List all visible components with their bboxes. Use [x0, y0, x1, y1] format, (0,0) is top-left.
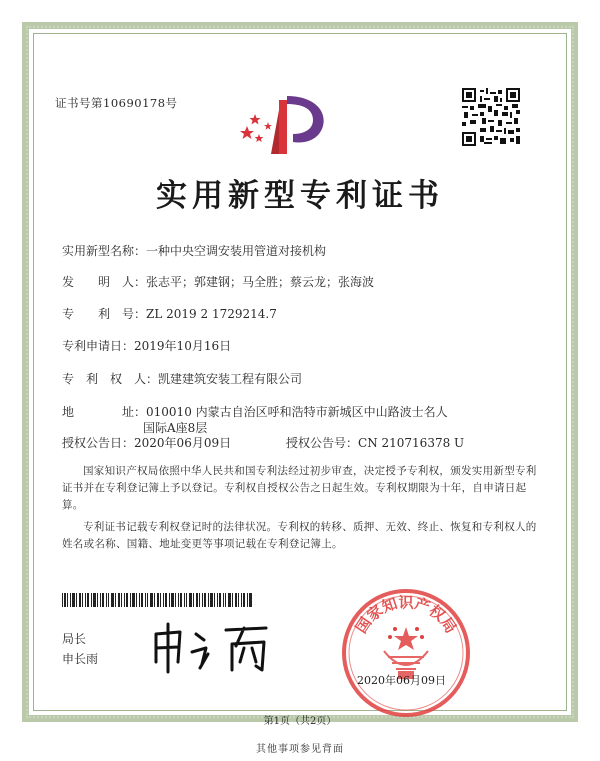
certificate-title: 实用新型专利证书: [156, 178, 444, 214]
address-row: [62, 403, 448, 420]
seal-date: 2020年06月09日: [357, 674, 446, 687]
announcement-number-value: CN 210716378 U: [358, 436, 465, 450]
announcement-date-label: 授权公告日：: [62, 436, 135, 450]
grant-statement-paragraph: 国家知识产权局依照中华人民共和国专利法经过初步审查，决定授予专利权，颁发实用新型专利证书并在专利登记簿上予以登记。专利权自授权公告之日起生效。专利权期限为十年，自申请日起算。: [62, 465, 537, 511]
certificate-number: 证书号第10690178号: [55, 96, 178, 110]
announcement-number-label: 授权公告号：: [286, 436, 359, 450]
barcode: [62, 593, 252, 607]
filing-date-value: 2019年10月16日: [134, 339, 232, 353]
announcement-date-value: 2020年06月09日: [134, 436, 232, 450]
patent-number-value: ZL 2019 2 1729214.7: [146, 307, 277, 321]
filing-date-label: 专利申请日：: [62, 339, 135, 353]
legal-status-paragraph: 专利证书记载专利权登记时的法律状况。专利权的转移、质押、无效、终止、恢复和专利权人的姓名或名称、国籍、地址变更等事项记载在专利登记簿上。: [62, 521, 537, 550]
inventor-label: 发 明 人：: [62, 275, 147, 289]
utility-model-name-row: [62, 242, 326, 259]
patent-number-label: 专 利 号：: [62, 307, 147, 321]
director-title: 局长: [62, 632, 87, 646]
address-label: 地 址：: [62, 405, 147, 419]
patent-number-row: [62, 305, 277, 322]
filing-date-row: [62, 337, 231, 354]
director-signature: [148, 618, 278, 676]
address-value-line1: 010010 内蒙古自治区呼和浩特市新城区中山路波士名人: [146, 405, 448, 419]
page-number: 第1页（共2页）: [263, 716, 337, 727]
inventor-row: [62, 273, 374, 290]
seal-text: 国家知识产权局: [351, 593, 461, 637]
patentee-label: 专 利 权 人：: [62, 372, 159, 386]
address-value-line2: 国际A座8层: [143, 421, 208, 435]
patentee-row: [62, 370, 302, 387]
director-name: 申长雨: [62, 652, 99, 666]
utility-model-name-value: 一种中央空调安装用管道对接机构: [146, 244, 327, 258]
footer-note: 其他事项参见背面: [256, 744, 344, 755]
patentee-value: 凯建建筑安装工程有限公司: [158, 372, 303, 386]
announcement-date-row: [62, 434, 231, 451]
inventor-value: 张志平；郭建钢；马全胜；蔡云龙；张海波: [146, 275, 375, 289]
patent-office-emblem: [235, 90, 335, 158]
utility-model-name-label: 实用新型名称：: [62, 244, 147, 258]
announcement-number-row: [286, 434, 464, 451]
official-seal: [340, 587, 472, 719]
qr-code: [462, 88, 520, 146]
